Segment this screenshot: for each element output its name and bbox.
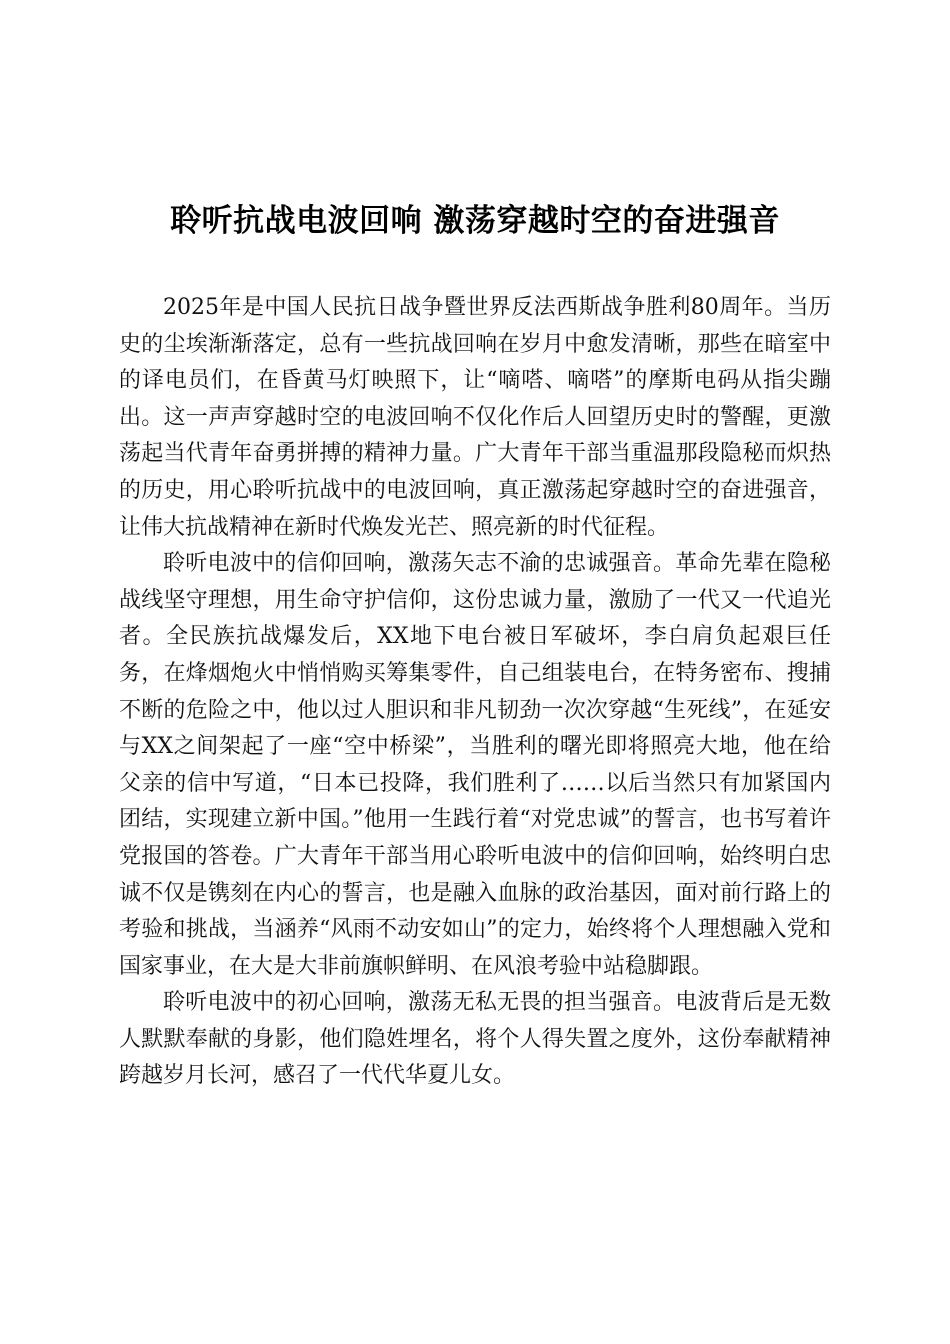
paragraph-3: 聆听电波中的初心回响，激荡无私无畏的担当强音。电波背后是无数人默默奉献的身影，他们隐姓埋名，将个人得失置之度外，这份奉献精神跨越岁月长河，感召了一代代华夏儿女。 — [119, 990, 831, 1089]
document-title: 聆听抗战电波回响 激荡穿越时空的奋进强音 — [170, 203, 780, 239]
document-body — [119, 290, 831, 1095]
paragraph-1: 2025年是中国人民抗日战争暨世界反法西斯战争胜利80周年。当历史的尘埃渐渐落定，总有一些抗战回响在岁月中愈发清晰，那些在暗室中的译电员们，在昏黄马灯映照下，让“嘀嗒、嘀嗒”的摩斯电码从指尖蹦出。这一声声穿越时空的电波回响不仅化作后人回望历史时的警醒，更激荡起当代青年奋勇拼搏的精神力量。广大青年干部当重温那段隐秘而炽热的历史，用心聆听抗战中的电波回响，真正激荡起穿越时空的奋进强音，让伟大抗战精神在新时代焕发光芒、照亮新的时代征程。 — [119, 295, 832, 540]
paragraph-2: 聆听电波中的信仰回响，激荡矢志不渝的忠诚强音。革命先辈在隐秘战线坚守理想，用生命守护信仰，这份忠诚力量，激励了一代又一代追光者。全民族抗战爆发后，XX地下电台被日军破坏，李白肩负起艰巨任务，在烽烟炮火中悄悄购买筹集零件，自己组装电台，在特务密布、搜捕不断的危险之中，他以过人胆识和非凡韧劲一次次穿越“生死线”，在延安与XX之间架起了一座“空中桥梁”，当胜利的曙光即将照亮大地，他在给父亲的信中写道，“日本已投降，我们胜利了……以后当然只有加紧国内团结，实现建立新中国。”他用一生践行着“对党忠诚”的誓言，也书写着许党报国的答卷。广大青年干部当用心聆听电波中的信仰回响，始终明白忠诚不仅是镌刻在内心的誓言，也是融入血脉的政治基因，面对前行路上的考验和挑战，当涵养“风雨不动安如山”的定力，始终将个人理想融入党和国家事业，在大是大非前旗帜鲜明、在风浪考验中站稳脚跟。 — [119, 551, 831, 979]
